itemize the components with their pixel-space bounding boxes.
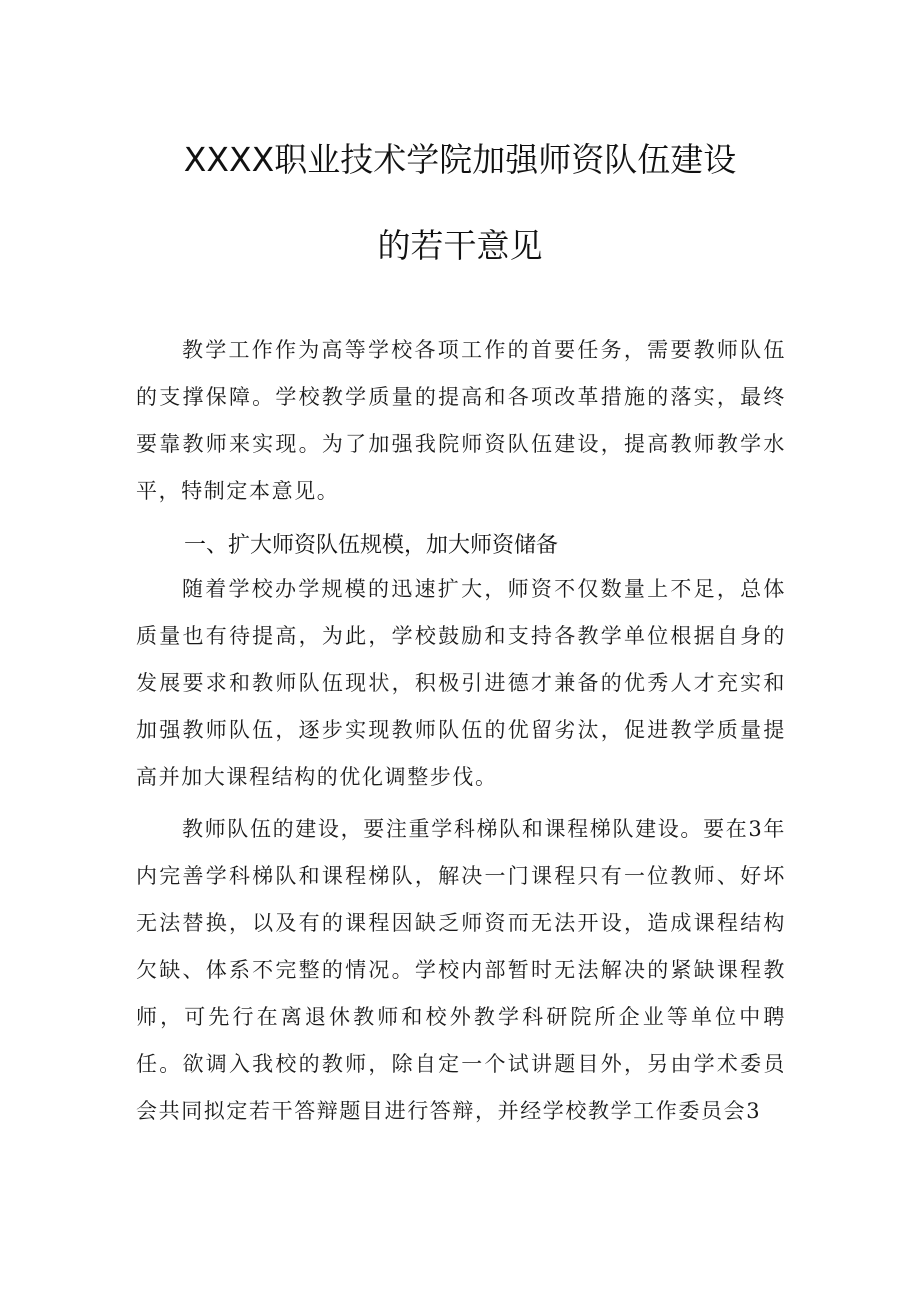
paragraph-intro: 教学工作作为高等学校各项工作的首要任务，需要教师队伍的支撑保障。学校教学质量的提高和各项改革措施的落实，最终要靠教师来实现。为了加强我院师资队伍建设，提高教师教学水平，特制定本意见。 bbox=[136, 338, 786, 503]
document-title-line-2: 的若干意见 bbox=[377, 226, 543, 265]
section-heading-1: 一、扩大师资队伍规模，加大师资储备 bbox=[184, 533, 559, 558]
document-title-line-1: XXXX职业技术学院加强师资队伍建设 bbox=[183, 140, 737, 179]
paragraph-recruitment: 随着学校办学规模的迅速扩大，师资不仅数量上不足，总体质量也有待提高，为此，学校鼓励和支持各教学单位根据自身的发展要求和教师队伍现状，积极引进德才兼备的优秀人才充实和加强教师队伍，逐步实现教师队伍的优留劣汰，促进教学质量提高并加大课程结构的优化调整步伐。 bbox=[136, 577, 786, 789]
paragraph-team-building: 教师队伍的建设，要注重学科梯队和课程梯队建设。要在3年内完善学科梯队和课程梯队，解决一门课程只有一位教师、好坏无法替换，以及有的课程因缺乏师资而无法开设，造成课程结构欠缺、体系不完整的情况。学校内部暂时无法解决的紧缺课程教师，可先行在离退休教师和校外教学科研院所企业等单位中聘任。欲调入我校的教师，除自定一个试讲题目外，另由学术委员会共同拟定若干答辩题目进行答辩，并经学校教学工作委员会3 bbox=[136, 817, 786, 1123]
